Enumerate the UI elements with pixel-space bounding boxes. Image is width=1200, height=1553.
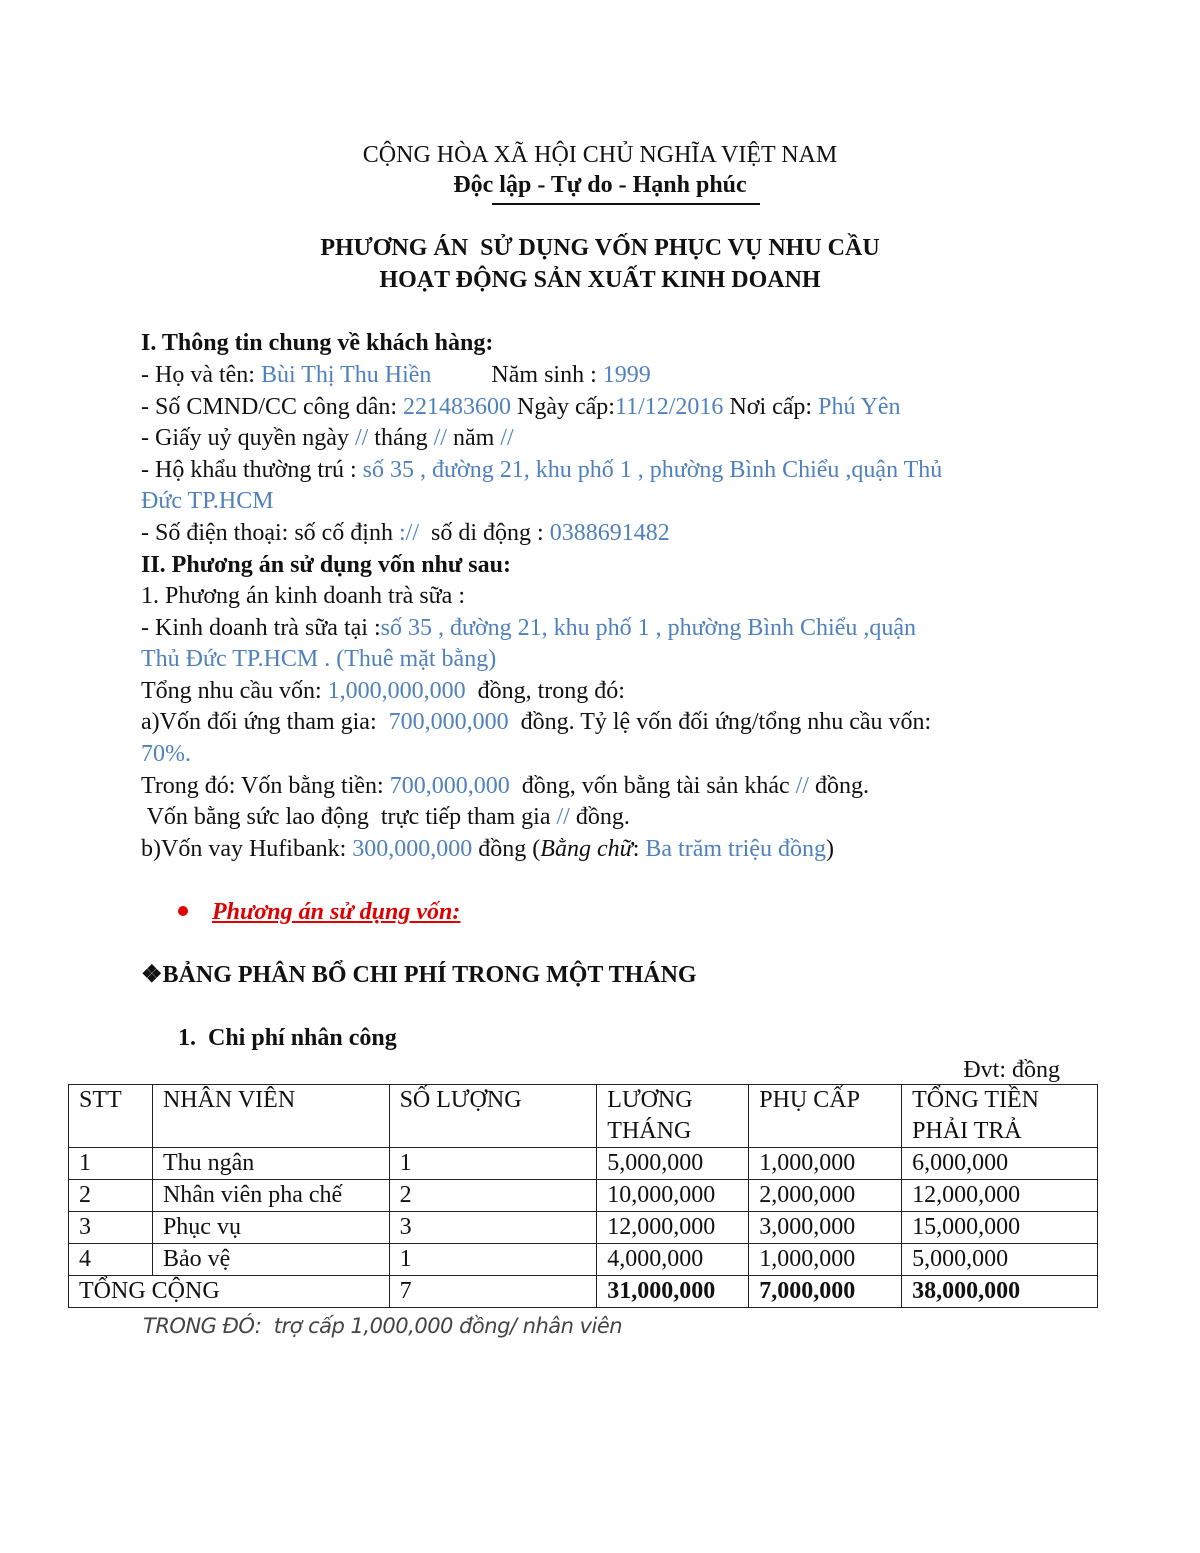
filled-value: Bùi Thị Thu Hiền: [260, 362, 432, 388]
body-line: [141, 391, 901, 423]
motto: Độc lập - Tự do - Hạnh phúc: [453, 172, 747, 198]
body-line: [141, 359, 651, 391]
filled-value: 700,000,000: [388, 709, 509, 735]
table-cell: 4,000,000: [597, 1244, 749, 1276]
table-cell: 2: [69, 1180, 153, 1212]
text-segment: đồng, vốn bằng tài sản khác: [509, 773, 796, 799]
table-cell: Phục vụ: [152, 1212, 389, 1244]
header-stt: STT: [69, 1085, 153, 1148]
text-segment: Nơi cấp:: [723, 394, 819, 420]
table-cell: 12,000,000: [597, 1212, 749, 1244]
labor-cost-table: [68, 1084, 1098, 1308]
filled-value: Thủ Đức TP.HCM . (Thuê mặt bằng): [141, 646, 497, 672]
table-cell: 10,000,000: [597, 1180, 749, 1212]
table-row: [69, 1212, 1098, 1244]
text-segment: ): [826, 836, 834, 862]
text-segment: - Họ và tên:: [141, 362, 261, 388]
filled-value: 0388691482: [549, 520, 670, 546]
text-segment: đồng, trong đó:: [465, 678, 625, 704]
table-cell: 2,000,000: [749, 1180, 902, 1212]
filled-value: 11/12/2016: [614, 394, 724, 420]
body-line: [141, 454, 942, 486]
text-segment: 1. Phương án kinh doanh trà sữa :: [141, 583, 465, 609]
filled-value: //: [500, 425, 514, 451]
filled-value: số 35 , đường 21, khu phố 1 , phường Bình Chiểu ,quận: [380, 615, 917, 641]
total-allowance: 7,000,000: [749, 1276, 902, 1308]
body-line: [141, 738, 191, 770]
filled-value: //: [795, 773, 809, 799]
body-line: [141, 612, 916, 644]
filled-value: ://: [398, 520, 419, 546]
table-cell: Bảo vệ: [152, 1244, 389, 1276]
body-line: [141, 517, 670, 549]
table-row: [69, 1180, 1098, 1212]
text-segment: đồng.: [808, 773, 869, 799]
text-segment: đồng.: [569, 804, 630, 830]
text-segment: :: [632, 836, 646, 862]
table-cell: 6,000,000: [902, 1148, 1098, 1180]
text-segment: I. Thông tin chung về khách hàng:: [141, 330, 494, 356]
text-segment: đồng. Tỷ lệ vốn đối ứng/tổng nhu cầu vốn:: [508, 709, 932, 735]
table-cell: 1,000,000: [749, 1244, 902, 1276]
text-segment: đồng (: [472, 836, 541, 862]
text-segment: Ngày cấp:: [511, 394, 615, 420]
header-salary: LƯƠNG THÁNG: [597, 1085, 749, 1148]
text-segment: Vốn bằng sức lao động trực tiếp tham gia: [141, 804, 557, 830]
text-segment: năm: [446, 425, 501, 451]
text-segment: - Giấy uỷ quyền ngày: [141, 425, 355, 451]
filled-value: Ba trăm triệu đồng: [645, 836, 826, 862]
table-header-row: [69, 1085, 1098, 1148]
nation-heading: CỘNG HÒA XÃ HỘI CHỦ NGHĨA VIỆT NAM: [362, 142, 838, 168]
table-cell: 1,000,000: [749, 1148, 902, 1180]
filled-value: Đức TP.HCM: [141, 488, 274, 514]
body-line: [141, 675, 625, 707]
unit-label: Đvt: đồng: [963, 1057, 1060, 1083]
body-line: [141, 580, 465, 612]
table-cell: 3: [389, 1212, 597, 1244]
text-segment: Tổng nhu cầu vốn:: [141, 678, 328, 704]
table-row: [69, 1244, 1098, 1276]
body-line: [141, 327, 493, 359]
table-cell: 1: [69, 1148, 153, 1180]
text-segment: Trong đó: Vốn bằng tiền:: [141, 773, 390, 799]
text-segment: II. Phương án sử dụng vốn như sau:: [141, 552, 511, 578]
text-segment: - Số CMND/CC công dân:: [141, 394, 404, 420]
filled-value: 1999: [602, 362, 651, 388]
total-salary: 31,000,000: [597, 1276, 749, 1308]
table-cell: 5,000,000: [902, 1244, 1098, 1276]
header-quantity: SỐ LƯỢNG: [389, 1085, 597, 1148]
table-cell: Thu ngân: [152, 1148, 389, 1180]
table-cell: 12,000,000: [902, 1180, 1098, 1212]
body-line: [141, 770, 869, 802]
header-total: TỔNG TIỀN PHẢI TRẢ: [902, 1085, 1098, 1148]
body-line: [141, 549, 511, 581]
body-line: [141, 643, 496, 675]
text-segment: tháng: [368, 425, 434, 451]
total-quantity: 7: [389, 1276, 597, 1308]
filled-value: Phú Yên: [818, 394, 901, 420]
body-line: [141, 485, 274, 517]
filled-value: 700,000,000: [389, 773, 510, 799]
filled-value: 300,000,000: [352, 836, 473, 862]
filled-value: //: [354, 425, 369, 451]
table-cell: 5,000,000: [597, 1148, 749, 1180]
text-segment: - Hộ khẩu thường trú :: [141, 457, 363, 483]
text-segment: - Số điện thoại: số cố định: [141, 520, 399, 546]
text-segment: - Kinh doanh trà sữa tại :: [141, 615, 381, 641]
table-cell: 15,000,000: [902, 1212, 1098, 1244]
text-segment: a)Vốn đối ứng tham gia:: [141, 709, 389, 735]
table-cell: 3,000,000: [749, 1212, 902, 1244]
table-cell: 4: [69, 1244, 153, 1276]
footnote: TRONG ĐÓ: trợ cấp 1,000,000 đồng/ nhân viên: [143, 1314, 623, 1338]
table-cell: 1: [389, 1148, 597, 1180]
document-title-1: PHƯƠNG ÁN SỬ DỤNG VỐN PHỤC VỤ NHU CẦU: [320, 235, 880, 261]
total-sum: 38,000,000: [902, 1276, 1098, 1308]
filled-value: 1,000,000,000: [327, 678, 466, 704]
table-cell: 2: [389, 1180, 597, 1212]
text-segment: Bằng chữ: [540, 836, 633, 862]
plan-heading: Phương án sử dụng vốn:: [212, 899, 461, 925]
body-line: [141, 833, 834, 865]
filled-value: //: [433, 425, 447, 451]
text-segment: số di động :: [419, 520, 550, 546]
document-title-2: HOẠT ĐỘNG SẢN XUẤT KINH DOANH: [379, 267, 821, 293]
text-segment: Năm sinh :: [431, 362, 603, 388]
labor-cost-heading: 1. Chi phí nhân công: [178, 1025, 397, 1051]
body-line: [141, 422, 514, 454]
table-cell: Nhân viên pha chế: [152, 1180, 389, 1212]
cost-table-heading: ❖BẢNG PHÂN BỔ CHI PHÍ TRONG MỘT THÁNG: [141, 962, 697, 988]
filled-value: //: [556, 804, 570, 830]
header-allowance: PHỤ CẤP: [749, 1085, 902, 1148]
table-total-row: [69, 1276, 1098, 1308]
table-cell: 3: [69, 1212, 153, 1244]
filled-value: số 35 , đường 21, khu phố 1 , phường Bình Chiểu ,quận Thủ: [362, 457, 943, 483]
bullet-icon: [178, 906, 188, 916]
filled-value: 221483600: [403, 394, 512, 420]
filled-value: 70%.: [141, 741, 191, 767]
table-cell: 1: [389, 1244, 597, 1276]
body-line: [141, 706, 931, 738]
total-label: TỔNG CỘNG: [69, 1276, 390, 1308]
text-segment: b)Vốn vay Hufibank:: [141, 836, 353, 862]
body-line: [141, 801, 630, 833]
table-row: [69, 1148, 1098, 1180]
motto-underline: [492, 203, 760, 205]
header-employee: NHÂN VIÊN: [152, 1085, 389, 1148]
